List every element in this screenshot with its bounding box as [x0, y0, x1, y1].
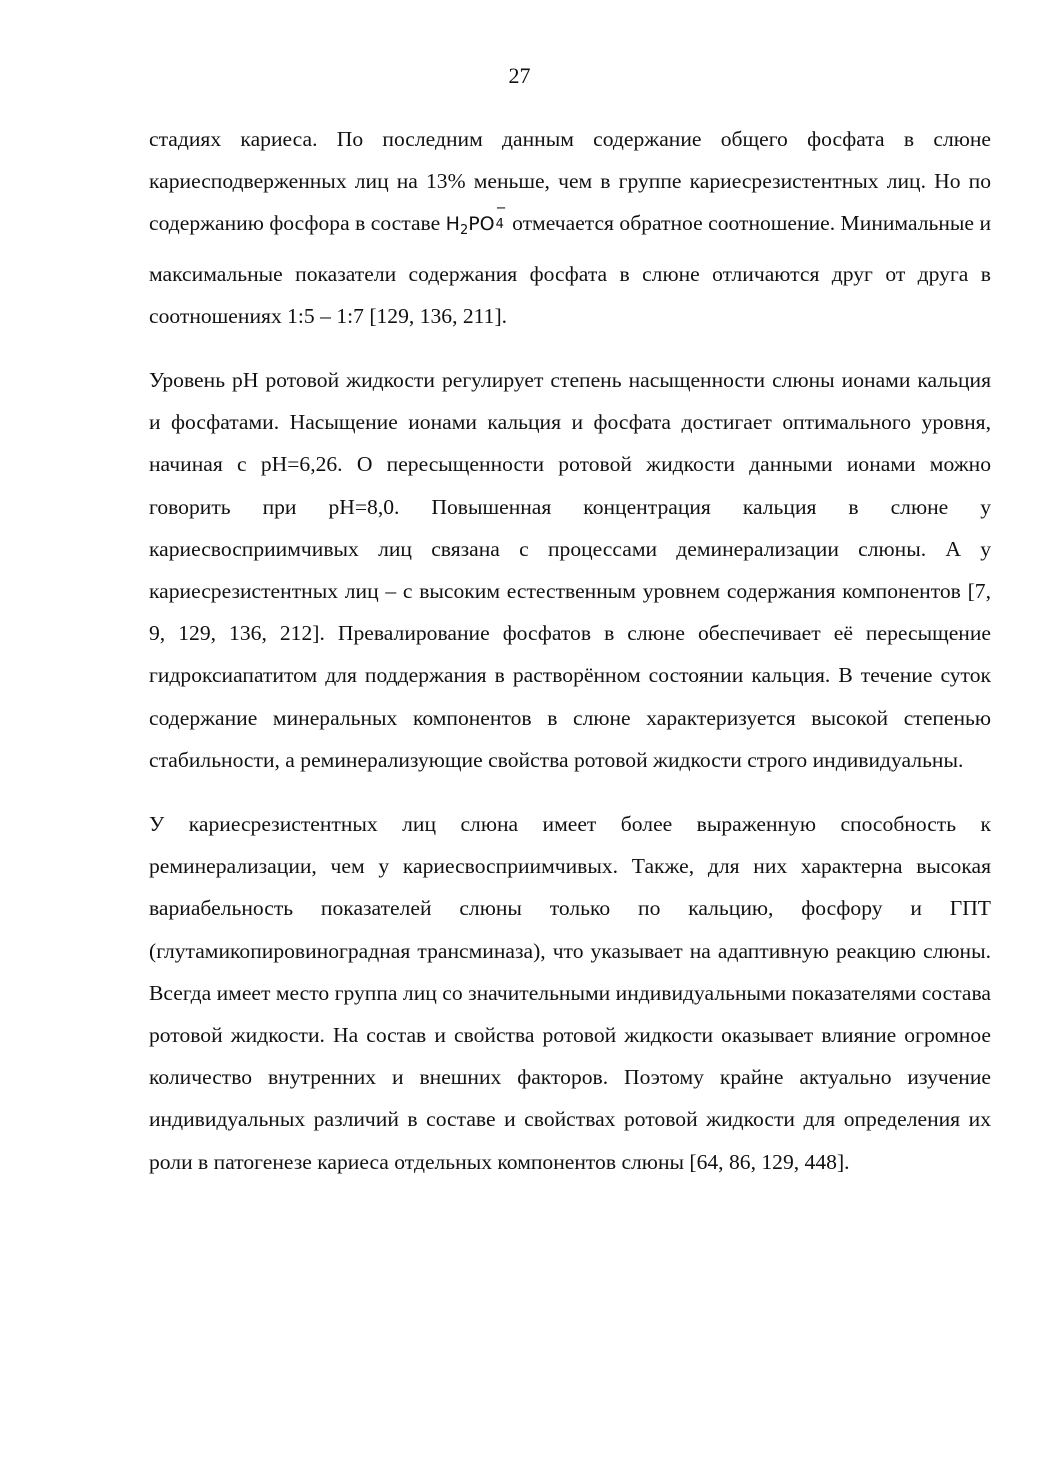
paragraph-2: Уровень pH ротовой жидкости регулирует степень насыщенности слюны ионами кальция и фосфатами. Насыщение ионами кальция и фосфата достигает оптимального уровня, начиная с pH=6,26. О пересыщенности ротовой жидкости данными ионами можно говорить при pH=8,0. Повышенная концентрация кальция в слюне у кариесвосприимчивых лиц связана с процессами деминерализации слюны. А у кариесрезистентных лиц – с высоким естественным уровнем содержания компонентов [7, 9, 129, 136, 212]. Превалирование фосфатов в слюне обеспечивает её пересыщение гидроксиапатитом для поддержания в растворённом состоянии кальция. В течение суток содержание минеральных компонентов в слюне характеризуется высокой степенью стабильности, а реминерализующие свойства ротовой жидкости строго индивидуальны.: [149, 368, 991, 772]
paragraph-1: [149, 118, 991, 337]
page-number: 27: [508, 63, 531, 88]
formula-charge: −: [495, 201, 507, 217]
paragraph-3: У кариесрезистентных лиц слюна имеет более выраженную способность к реминерализации, чем у кариесвосприимчивых. Также, для них характерна высокая вариабельность показателей слюны только по кальцию, фосфору и ГПТ (глутамикопировиноградная трансминаза), что указывает на адаптивную реакцию слюны. Всегда имеет место группа лиц со значительными индивидуальными показателями состава ротовой жидкости. На состав и свойства ротовой жидкости оказывает влияние огромное количество внутренних и внешних факторов. Поэтому крайне актуально изучение индивидуальных различий в составе и свойствах ротовой жидкости для определения их роли в патогенезе кариеса отдельных компонентов слюны [64, 86, 129, 448].: [149, 812, 991, 1174]
formula-charge-index: [495, 201, 507, 233]
formula-oxygen-subscript: 4: [495, 217, 504, 233]
dihydrogen-phosphate-formula: [445, 201, 507, 239]
formula-hydrogen-subscript: 2: [459, 223, 469, 239]
paragraph-1-text-before-formula: стадиях кариеса. По последним данным содержание общего фосфата в слюне кариесподверженных лиц на 13% меньше, чем в группе кариесрезистентных лиц. Но по содержанию фосфора в составе: [149, 127, 991, 236]
paragraph-1-text-after-formula: отмечается обратное соотношение. Минимальные и максимальные показатели содержания фосфата в слюне отличаются друг от друга в соотношениях 1:5 – 1:7 [129, 136, 211].: [149, 211, 991, 328]
body-text: [149, 118, 991, 1183]
formula-hydrogen: H: [445, 213, 460, 236]
formula-phosphate: PO: [468, 213, 495, 236]
